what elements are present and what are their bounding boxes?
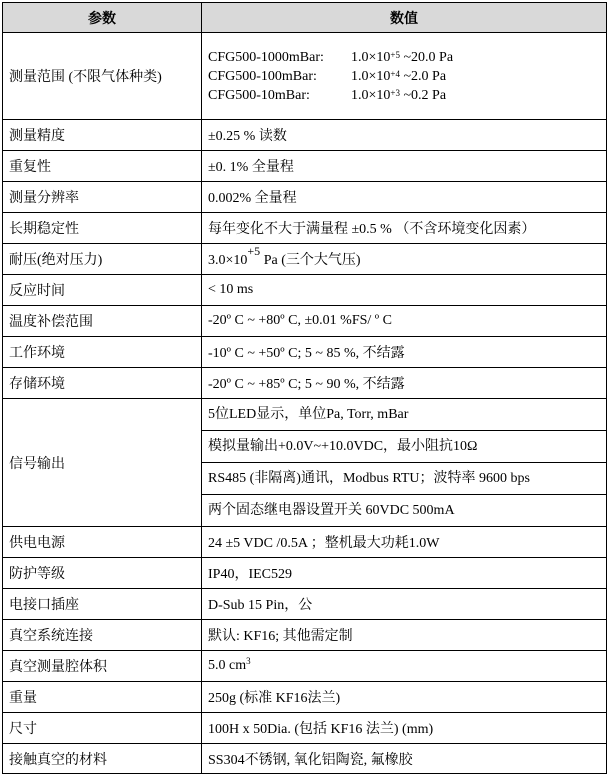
- signal-item: RS485 (非隔离)通讯，Modbus RTU；波特率 9600 bps: [202, 463, 606, 495]
- param-label: 重复性: [3, 151, 202, 182]
- header-param: 参数: [3, 3, 202, 33]
- param-label: 测量精度: [3, 120, 202, 151]
- param-label: 接触真空的材料: [3, 744, 202, 774]
- param-label: 信号输出: [3, 399, 202, 527]
- param-label: 电接口插座: [3, 589, 202, 620]
- param-value: 每年变化不大于满量程 ±0.5 % （不含环境变化因素）: [202, 213, 607, 244]
- param-label: 耐压(绝对压力): [3, 244, 202, 275]
- pressure-tail: Pa (三个大气压): [260, 253, 361, 268]
- param-label: 防护等级: [3, 558, 202, 589]
- range-exp: +3: [390, 87, 400, 98]
- table-row: [3, 213, 607, 244]
- param-label: 存储环境: [3, 368, 202, 399]
- table-row: [3, 306, 607, 337]
- param-label: 供电电源: [3, 527, 202, 558]
- param-value: [202, 33, 607, 120]
- range-model: CFG500-10mBar:: [208, 87, 310, 103]
- param-value: 24 ±5 VDC /0.5A ；整机最大功耗1.0W: [202, 527, 607, 558]
- param-value: IP40，IEC529: [202, 558, 607, 589]
- table-row: [3, 620, 607, 651]
- param-value: 100H x 50Dia. (包括 KF16 法兰) (mm): [202, 713, 607, 744]
- range-base: 1.0×10: [351, 49, 391, 65]
- param-label: 真空测量腔体积: [3, 651, 202, 682]
- range-tail: ~2.0 Pa: [399, 68, 447, 84]
- header-value: 数值: [202, 3, 607, 33]
- table-row: [3, 151, 607, 182]
- table-row: [3, 120, 607, 151]
- table-row: [3, 713, 607, 744]
- table-row: [3, 182, 607, 213]
- table-row: [3, 33, 607, 120]
- range-model: CFG500-1000mBar:: [208, 49, 324, 65]
- range-model: CFG500-100mBar:: [208, 68, 317, 84]
- param-label: 长期稳定性: [3, 213, 202, 244]
- param-label: 尺寸: [3, 713, 202, 744]
- range-exp: +5: [390, 49, 400, 60]
- param-label: 重量: [3, 682, 202, 713]
- param-value: -20º C ~ +80º C, ±0.01 %FS/ º C: [202, 306, 607, 337]
- volume-exp: 3: [246, 656, 251, 666]
- param-value: ±0.25 % 读数: [202, 120, 607, 151]
- param-value: D-Sub 15 Pin，公: [202, 589, 607, 620]
- param-value: [202, 399, 607, 527]
- param-value: SS304不锈钢, 氧化铝陶瓷, 氟橡胶: [202, 744, 607, 774]
- param-value: [202, 651, 607, 682]
- param-label: 工作环境: [3, 337, 202, 368]
- table-row: [3, 368, 607, 399]
- signal-item: 5位LED显示，单位Pa, Torr, mBar: [202, 399, 606, 431]
- param-value: -20º C ~ +85º C; 5 ~ 90 %, 不结露: [202, 368, 607, 399]
- range-line: [208, 48, 606, 67]
- param-value: [202, 244, 607, 275]
- table-row: [3, 244, 607, 275]
- pressure-exp: +5: [247, 244, 261, 258]
- param-value: 250g (标准 KF16法兰): [202, 682, 607, 713]
- range-base: 1.0×10: [351, 87, 391, 103]
- range-base: 1.0×10: [351, 68, 391, 84]
- param-value: 默认: KF16; 其他需定制: [202, 620, 607, 651]
- param-label: 测量范围 (不限气体种类): [3, 33, 202, 120]
- range-exp: +4: [390, 68, 400, 79]
- table-row: [3, 275, 607, 306]
- header-row: [3, 3, 607, 33]
- range-tail: ~20.0 Pa: [399, 49, 454, 65]
- pressure-base: 3.0×10: [208, 253, 248, 268]
- table-row: [3, 558, 607, 589]
- spec-table: [2, 2, 607, 774]
- table-row: [3, 651, 607, 682]
- table-row: [3, 337, 607, 368]
- range-line: [208, 67, 606, 86]
- table-row: [3, 744, 607, 774]
- param-value: -10º C ~ +50º C; 5 ~ 85 %, 不结露: [202, 337, 607, 368]
- param-label: 温度补偿范围: [3, 306, 202, 337]
- table-row: [3, 589, 607, 620]
- param-label: 测量分辨率: [3, 182, 202, 213]
- table-row: [3, 399, 607, 527]
- param-label: 反应时间: [3, 275, 202, 306]
- param-value: < 10 ms: [202, 275, 607, 306]
- range-tail: ~0.2 Pa: [399, 87, 447, 103]
- param-value: 0.002% 全量程: [202, 182, 607, 213]
- table-row: [3, 527, 607, 558]
- signal-item: 两个固态继电器设置开关 60VDC 500mA: [208, 503, 455, 518]
- table-row: [3, 682, 607, 713]
- param-value: ±0. 1% 全量程: [202, 151, 607, 182]
- volume-base: 5.0 cm: [208, 658, 247, 673]
- signal-item: 模拟量输出+0.0V~+10.0VDC，最小阻抗10Ω: [202, 431, 606, 463]
- param-label: 真空系统连接: [3, 620, 202, 651]
- range-line: [208, 86, 606, 105]
